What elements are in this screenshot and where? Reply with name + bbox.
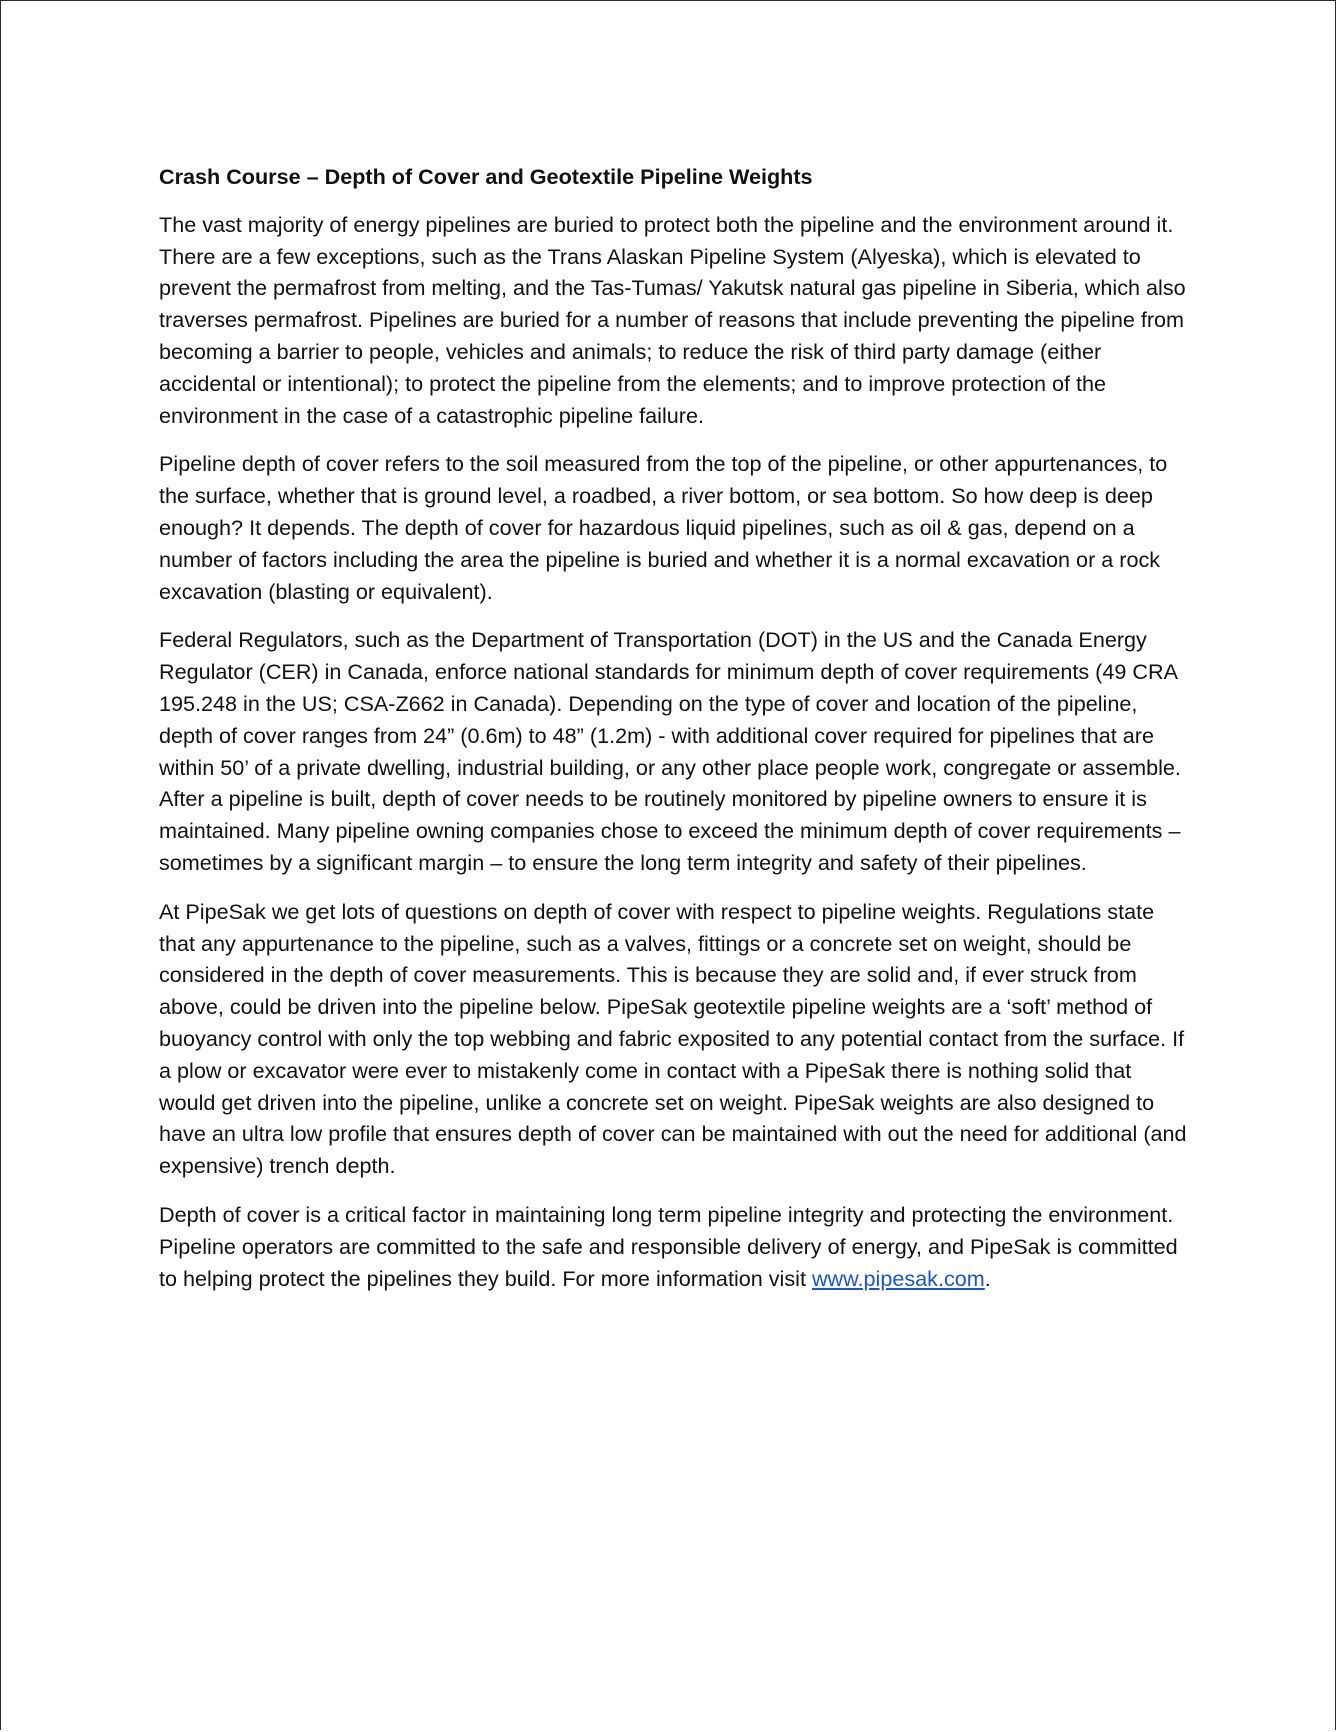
pipesak-website-link[interactable]: www.pipesak.com [811,1265,985,1291]
paragraph-regulations: Federal Regulators, such as the Department of Transportation (DOT) in the US and the Canada Energy Regulator (CER) in Canada, enforce national standards for minimum depth of cover requirements (49 CRA 195.248 in the US; CSA-Z662 in Canada). Depending on the type of cover and location of the pipeline, depth of cover ranges from 24” (0.6m) to 48” (1.2m) - with additional cover required for pipelines that are within 50’ of a private dwelling, industrial building, or any other place people work, congregate or assemble. After a pipeline is built, depth of cover needs to be routinely monitored by pipeline owners to ensure it is maintained. Many pipeline owning companies chose to exceed the minimum depth of cover requirements – sometimes by a significant margin – to ensure the long term integrity and safety of their pipelines. [159,627,1181,875]
paragraph-intro: The vast majority of energy pipelines are buried to protect both the pipeline and the environment around it. There are a few exceptions, such as the Trans Alaskan Pipeline System (Alyeska), which is elevated to prevent the permafrost from melting, and the Tas-Tumas/ Yakutsk natural gas pipeline in Siberia, which also traverses permafrost. Pipelines are buried for a number of reasons that include preventing the pipeline from becoming a barrier to people, vehicles and animals; to reduce the risk of third party damage (either accidental or intentional); to protect the pipeline from the elements; and to improve protection of the environment in the case of a catastrophic pipeline failure. [159,211,1186,428]
paragraph-depth-definition: Pipeline depth of cover refers to the soil measured from the top of the pipeline, or other appurtenances, to the surface, whether that is ground level, a roadbed, a river bottom, or sea bottom. So how deep is deep enough? It depends. The depth of cover for hazardous liquid pipelines, such as oil & gas, depend on a number of factors including the area the pipeline is buried and whether it is a normal excavation or a rock excavation (blasting or equivalent). [159,451,1168,604]
paragraph-closing [159,1199,1189,1294]
closing-period: . [984,1265,991,1291]
document-title: Crash Course – Depth of Cover and Geotextile Pipeline Weights [159,164,813,189]
closing-text: Depth of cover is a critical factor in maintaining long term pipeline integrity and protecting the environment. Pipeline operators are committed to the safe and responsible delivery of energy, and PipeSak is committed to helping protect the pipelines they build. For more information visit [159,1201,1178,1291]
paragraph-pipesak-weights: At PipeSak we get lots of questions on depth of cover with respect to pipeline weights. Regulations state that any appurtenance to the pipeline, such as a valves, fittings or a concrete set on weight, should be considered in the depth of cover measurements. This is because they are solid and, if ever struck from above, could be driven into the pipeline below. PipeSak geotextile pipeline weights are a ‘soft’ method of buoyancy control with only the top webbing and fabric exposited to any potential contact from the surface. If a plow or excavator were ever to mistakenly come in contact with a PipeSak there is nothing solid that would get driven into the pipeline, unlike a concrete set on weight. PipeSak weights are also designed to have an ultra low profile that ensures depth of cover can be maintained with out the need for additional (and expensive) trench depth. [159,898,1187,1179]
document-body [159,161,1189,1311]
